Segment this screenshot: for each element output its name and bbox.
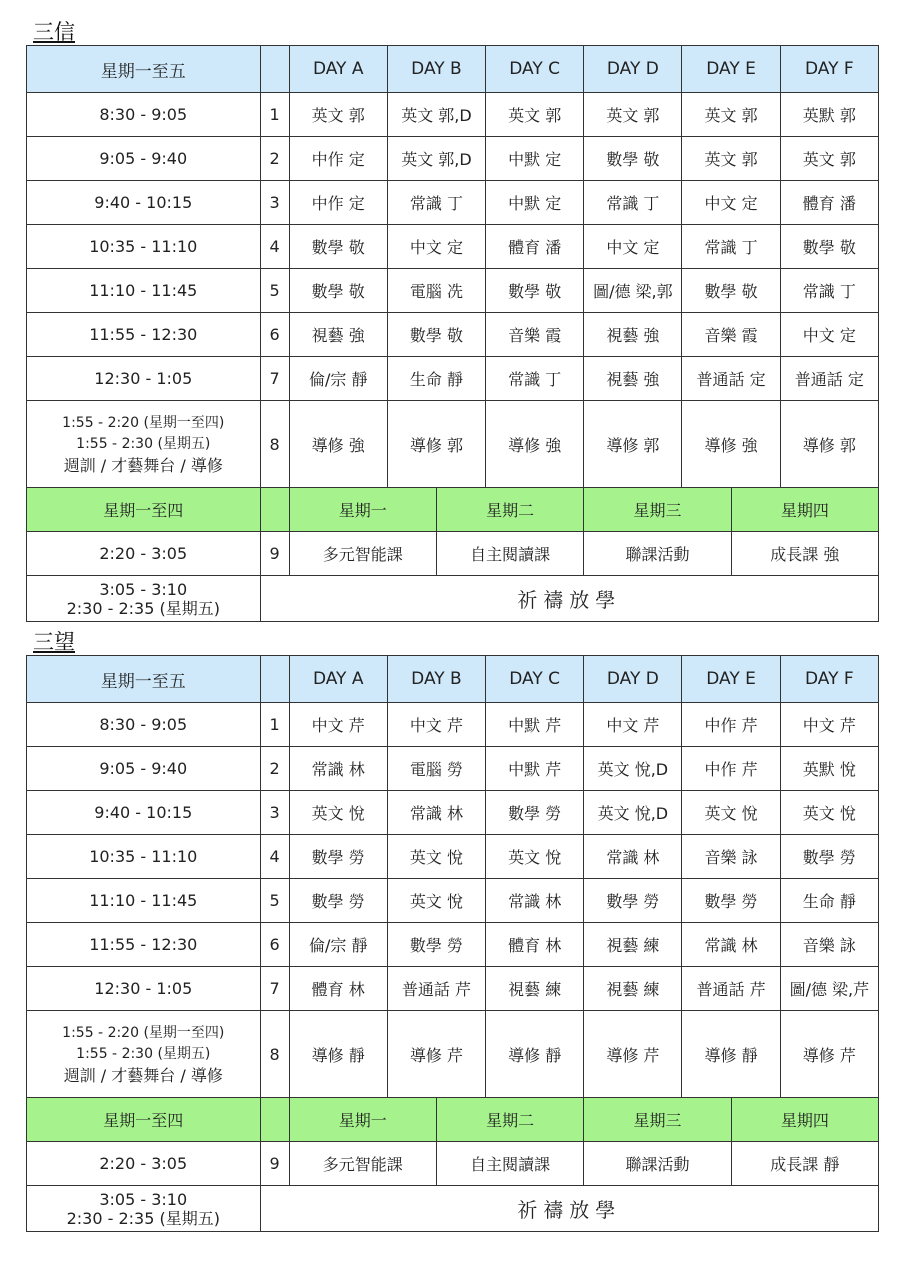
day-header: DAY B <box>387 656 485 703</box>
period-number: 5 <box>260 879 289 923</box>
day-header: DAY C <box>486 46 584 93</box>
activity-cell: 多元智能課 <box>289 1142 436 1186</box>
period-9-row <box>27 532 879 576</box>
timetable-afternoon <box>26 487 879 622</box>
lesson-cell: 普通話 芹 <box>682 967 780 1011</box>
header-num-blank <box>260 46 289 93</box>
lesson-cell: 普通話 定 <box>682 357 780 401</box>
activity-cell: 聯課活動 <box>584 532 731 576</box>
period-row <box>27 835 879 879</box>
lesson-cell: 中文 芹 <box>289 703 387 747</box>
period-time: 2:20 - 3:05 <box>27 532 261 576</box>
period-row <box>27 93 879 137</box>
time-line: 週訓 / 才藝舞台 / 導修 <box>63 1065 223 1085</box>
header-label: 星期一至五 <box>27 656 261 703</box>
lesson-cell: 電腦 勞 <box>387 747 485 791</box>
time-line: 2:30 - 2:35 (星期五) <box>66 598 220 618</box>
header-num-blank <box>260 656 289 703</box>
lesson-cell: 英文 悅,D <box>584 791 682 835</box>
day-header: DAY F <box>780 656 878 703</box>
lesson-cell: 英文 悅,D <box>584 747 682 791</box>
lesson-cell: 數學 敬 <box>289 225 387 269</box>
period-8-row <box>27 1011 879 1098</box>
time-line: 1:55 - 2:20 (星期一至四) <box>62 414 225 431</box>
weekday-header-label: 星期一至四 <box>27 1098 261 1142</box>
lesson-cell: 中文 定 <box>682 181 780 225</box>
period-number: 1 <box>260 703 289 747</box>
lesson-cell: 常識 林 <box>682 923 780 967</box>
period-number: 6 <box>260 313 289 357</box>
lesson-cell: 導修 芹 <box>780 1011 878 1098</box>
period-number: 9 <box>260 1142 289 1186</box>
period-time: 11:10 - 11:45 <box>27 269 261 313</box>
lesson-cell: 中默 定 <box>486 181 584 225</box>
lesson-cell: 常識 丁 <box>682 225 780 269</box>
lesson-cell: 中默 定 <box>486 137 584 181</box>
period-number: 7 <box>260 967 289 1011</box>
time-line: 3:05 - 3:10 <box>99 579 188 599</box>
lesson-cell: 圖/德 梁,郭 <box>584 269 682 313</box>
timetable <box>26 45 879 488</box>
lesson-cell: 視藝 強 <box>584 313 682 357</box>
dismissal-time <box>27 1186 261 1232</box>
weekday-header-row <box>27 488 879 532</box>
day-header-row <box>27 656 879 703</box>
day-header: DAY C <box>486 656 584 703</box>
time-line: 1:55 - 2:20 (星期一至四) <box>62 1024 225 1041</box>
weekday-header: 星期四 <box>731 1098 878 1142</box>
lesson-cell: 導修 靜 <box>682 1011 780 1098</box>
day-header: DAY B <box>387 46 485 93</box>
lesson-cell: 體育 林 <box>289 967 387 1011</box>
period-8-time <box>27 401 261 488</box>
lesson-cell: 倫/宗 靜 <box>289 357 387 401</box>
period-time: 9:05 - 9:40 <box>27 747 261 791</box>
period-time: 9:05 - 9:40 <box>27 137 261 181</box>
period-number: 9 <box>260 532 289 576</box>
activity-cell: 聯課活動 <box>584 1142 731 1186</box>
lesson-cell: 導修 芹 <box>584 1011 682 1098</box>
lesson-cell: 視藝 強 <box>584 357 682 401</box>
day-header-row <box>27 46 879 93</box>
dismissal-row <box>27 1186 879 1232</box>
lesson-cell: 英默 郭 <box>780 93 878 137</box>
lesson-cell: 生命 靜 <box>387 357 485 401</box>
weekday-header: 星期三 <box>584 488 731 532</box>
lesson-cell: 數學 勞 <box>780 835 878 879</box>
period-time: 12:30 - 1:05 <box>27 357 261 401</box>
class-title: 三信 <box>33 20 75 44</box>
lesson-cell: 數學 敬 <box>387 313 485 357</box>
period-row <box>27 967 879 1011</box>
day-header: DAY D <box>584 46 682 93</box>
lesson-cell: 數學 勞 <box>289 835 387 879</box>
dismissal-row <box>27 576 879 622</box>
lesson-cell: 中文 定 <box>387 225 485 269</box>
day-header: DAY A <box>289 656 387 703</box>
period-row <box>27 313 879 357</box>
lesson-cell: 中作 芹 <box>682 747 780 791</box>
lesson-cell: 數學 敬 <box>584 137 682 181</box>
period-time: 11:55 - 12:30 <box>27 923 261 967</box>
header-label: 星期一至五 <box>27 46 261 93</box>
period-number: 6 <box>260 923 289 967</box>
lesson-cell: 英文 郭,D <box>387 93 485 137</box>
period-row <box>27 923 879 967</box>
lesson-cell: 中作 定 <box>289 137 387 181</box>
period-row <box>27 181 879 225</box>
period-number: 4 <box>260 225 289 269</box>
period-number: 2 <box>260 747 289 791</box>
lesson-cell: 電腦 冼 <box>387 269 485 313</box>
weekday-header: 星期一 <box>289 488 436 532</box>
period-time: 9:40 - 10:15 <box>27 181 261 225</box>
lesson-cell: 導修 郭 <box>584 401 682 488</box>
lesson-cell: 導修 強 <box>289 401 387 488</box>
lesson-cell: 視藝 強 <box>289 313 387 357</box>
lesson-cell: 導修 郭 <box>387 401 485 488</box>
day-header: DAY D <box>584 656 682 703</box>
time-line: 1:55 - 2:30 (星期五) <box>76 1045 211 1062</box>
period-row <box>27 137 879 181</box>
lesson-cell: 英文 悅 <box>486 835 584 879</box>
activity-cell: 成長課 強 <box>731 532 878 576</box>
lesson-cell: 體育 潘 <box>780 181 878 225</box>
lesson-cell: 數學 勞 <box>289 879 387 923</box>
period-row <box>27 269 879 313</box>
period-time: 9:40 - 10:15 <box>27 791 261 835</box>
period-9-row <box>27 1142 879 1186</box>
dismissal-text: 祈禱放學 <box>260 1186 878 1232</box>
lesson-cell: 英文 郭 <box>486 93 584 137</box>
weekday-num-blank <box>260 1098 289 1142</box>
lesson-cell: 導修 芹 <box>387 1011 485 1098</box>
day-header: DAY F <box>780 46 878 93</box>
lesson-cell: 體育 林 <box>486 923 584 967</box>
period-number: 1 <box>260 93 289 137</box>
lesson-cell: 中默 芹 <box>486 747 584 791</box>
period-8-time <box>27 1011 261 1098</box>
weekday-header: 星期一 <box>289 1098 436 1142</box>
lesson-cell: 音樂 霞 <box>682 313 780 357</box>
class-title: 三望 <box>33 630 75 654</box>
timetable <box>26 655 879 1098</box>
lesson-cell: 中默 芹 <box>486 703 584 747</box>
day-header: DAY E <box>682 46 780 93</box>
period-time: 12:30 - 1:05 <box>27 967 261 1011</box>
period-number: 8 <box>260 401 289 488</box>
lesson-cell: 中作 芹 <box>682 703 780 747</box>
lesson-cell: 英文 悅 <box>682 791 780 835</box>
lesson-cell: 常識 丁 <box>584 181 682 225</box>
period-row <box>27 791 879 835</box>
weekday-num-blank <box>260 488 289 532</box>
lesson-cell: 中文 定 <box>780 313 878 357</box>
lesson-cell: 生命 靜 <box>780 879 878 923</box>
period-number: 3 <box>260 791 289 835</box>
time-line: 3:05 - 3:10 <box>99 1189 188 1209</box>
lesson-cell: 常識 林 <box>486 879 584 923</box>
period-time: 11:55 - 12:30 <box>27 313 261 357</box>
lesson-cell: 導修 靜 <box>289 1011 387 1098</box>
weekday-header-row <box>27 1098 879 1142</box>
period-8-row <box>27 401 879 488</box>
lesson-cell: 英文 郭 <box>780 137 878 181</box>
lesson-cell: 視藝 練 <box>584 923 682 967</box>
lesson-cell: 常識 林 <box>584 835 682 879</box>
period-number: 4 <box>260 835 289 879</box>
lesson-cell: 中文 芹 <box>780 703 878 747</box>
period-number: 2 <box>260 137 289 181</box>
activity-cell: 成長課 靜 <box>731 1142 878 1186</box>
lesson-cell: 常識 丁 <box>780 269 878 313</box>
period-time: 10:35 - 11:10 <box>27 835 261 879</box>
period-row <box>27 225 879 269</box>
period-time: 10:35 - 11:10 <box>27 225 261 269</box>
period-time: 11:10 - 11:45 <box>27 879 261 923</box>
period-time: 8:30 - 9:05 <box>27 703 261 747</box>
lesson-cell: 數學 敬 <box>780 225 878 269</box>
lesson-cell: 常識 林 <box>289 747 387 791</box>
lesson-cell: 普通話 定 <box>780 357 878 401</box>
activity-cell: 自主閱讀課 <box>436 532 583 576</box>
lesson-cell: 體育 潘 <box>486 225 584 269</box>
lesson-cell: 英文 郭 <box>584 93 682 137</box>
lesson-cell: 數學 勞 <box>486 791 584 835</box>
period-number: 7 <box>260 357 289 401</box>
timetable-afternoon <box>26 1097 879 1232</box>
lesson-cell: 圖/德 梁,芹 <box>780 967 878 1011</box>
lesson-cell: 視藝 練 <box>486 967 584 1011</box>
lesson-cell: 英文 郭 <box>682 93 780 137</box>
lesson-cell: 數學 勞 <box>682 879 780 923</box>
lesson-cell: 中文 芹 <box>387 703 485 747</box>
dismissal-time <box>27 576 261 622</box>
lesson-cell: 英文 悅 <box>289 791 387 835</box>
day-header: DAY A <box>289 46 387 93</box>
lesson-cell: 英文 郭 <box>289 93 387 137</box>
time-line: 1:55 - 2:30 (星期五) <box>76 435 211 452</box>
lesson-cell: 常識 丁 <box>486 357 584 401</box>
time-line: 週訓 / 才藝舞台 / 導修 <box>63 455 223 475</box>
lesson-cell: 導修 強 <box>486 401 584 488</box>
time-line: 2:30 - 2:35 (星期五) <box>66 1208 220 1228</box>
lesson-cell: 普通話 芹 <box>387 967 485 1011</box>
lesson-cell: 音樂 霞 <box>486 313 584 357</box>
lesson-cell: 中文 定 <box>584 225 682 269</box>
lesson-cell: 數學 敬 <box>289 269 387 313</box>
lesson-cell: 數學 敬 <box>682 269 780 313</box>
weekday-header: 星期二 <box>436 1098 583 1142</box>
day-header: DAY E <box>682 656 780 703</box>
lesson-cell: 倫/宗 靜 <box>289 923 387 967</box>
period-row <box>27 357 879 401</box>
period-time: 8:30 - 9:05 <box>27 93 261 137</box>
lesson-cell: 導修 郭 <box>780 401 878 488</box>
lesson-cell: 英文 郭 <box>682 137 780 181</box>
lesson-cell: 英文 悅 <box>387 835 485 879</box>
weekday-header: 星期四 <box>731 488 878 532</box>
lesson-cell: 中文 芹 <box>584 703 682 747</box>
weekday-header: 星期三 <box>584 1098 731 1142</box>
lesson-cell: 導修 強 <box>682 401 780 488</box>
lesson-cell: 英文 郭,D <box>387 137 485 181</box>
period-row <box>27 879 879 923</box>
activity-cell: 自主閱讀課 <box>436 1142 583 1186</box>
lesson-cell: 導修 靜 <box>486 1011 584 1098</box>
lesson-cell: 數學 勞 <box>387 923 485 967</box>
period-number: 8 <box>260 1011 289 1098</box>
dismissal-text: 祈禱放學 <box>260 576 878 622</box>
lesson-cell: 音樂 詠 <box>780 923 878 967</box>
period-time: 2:20 - 3:05 <box>27 1142 261 1186</box>
lesson-cell: 常識 丁 <box>387 181 485 225</box>
lesson-cell: 數學 敬 <box>486 269 584 313</box>
activity-cell: 多元智能課 <box>289 532 436 576</box>
weekday-header-label: 星期一至四 <box>27 488 261 532</box>
period-row <box>27 747 879 791</box>
lesson-cell: 常識 林 <box>387 791 485 835</box>
lesson-cell: 中作 定 <box>289 181 387 225</box>
lesson-cell: 視藝 練 <box>584 967 682 1011</box>
period-row <box>27 703 879 747</box>
period-number: 5 <box>260 269 289 313</box>
period-number: 3 <box>260 181 289 225</box>
lesson-cell: 數學 勞 <box>584 879 682 923</box>
weekday-header: 星期二 <box>436 488 583 532</box>
lesson-cell: 英文 悅 <box>780 791 878 835</box>
lesson-cell: 音樂 詠 <box>682 835 780 879</box>
lesson-cell: 英文 悅 <box>387 879 485 923</box>
lesson-cell: 英默 悅 <box>780 747 878 791</box>
